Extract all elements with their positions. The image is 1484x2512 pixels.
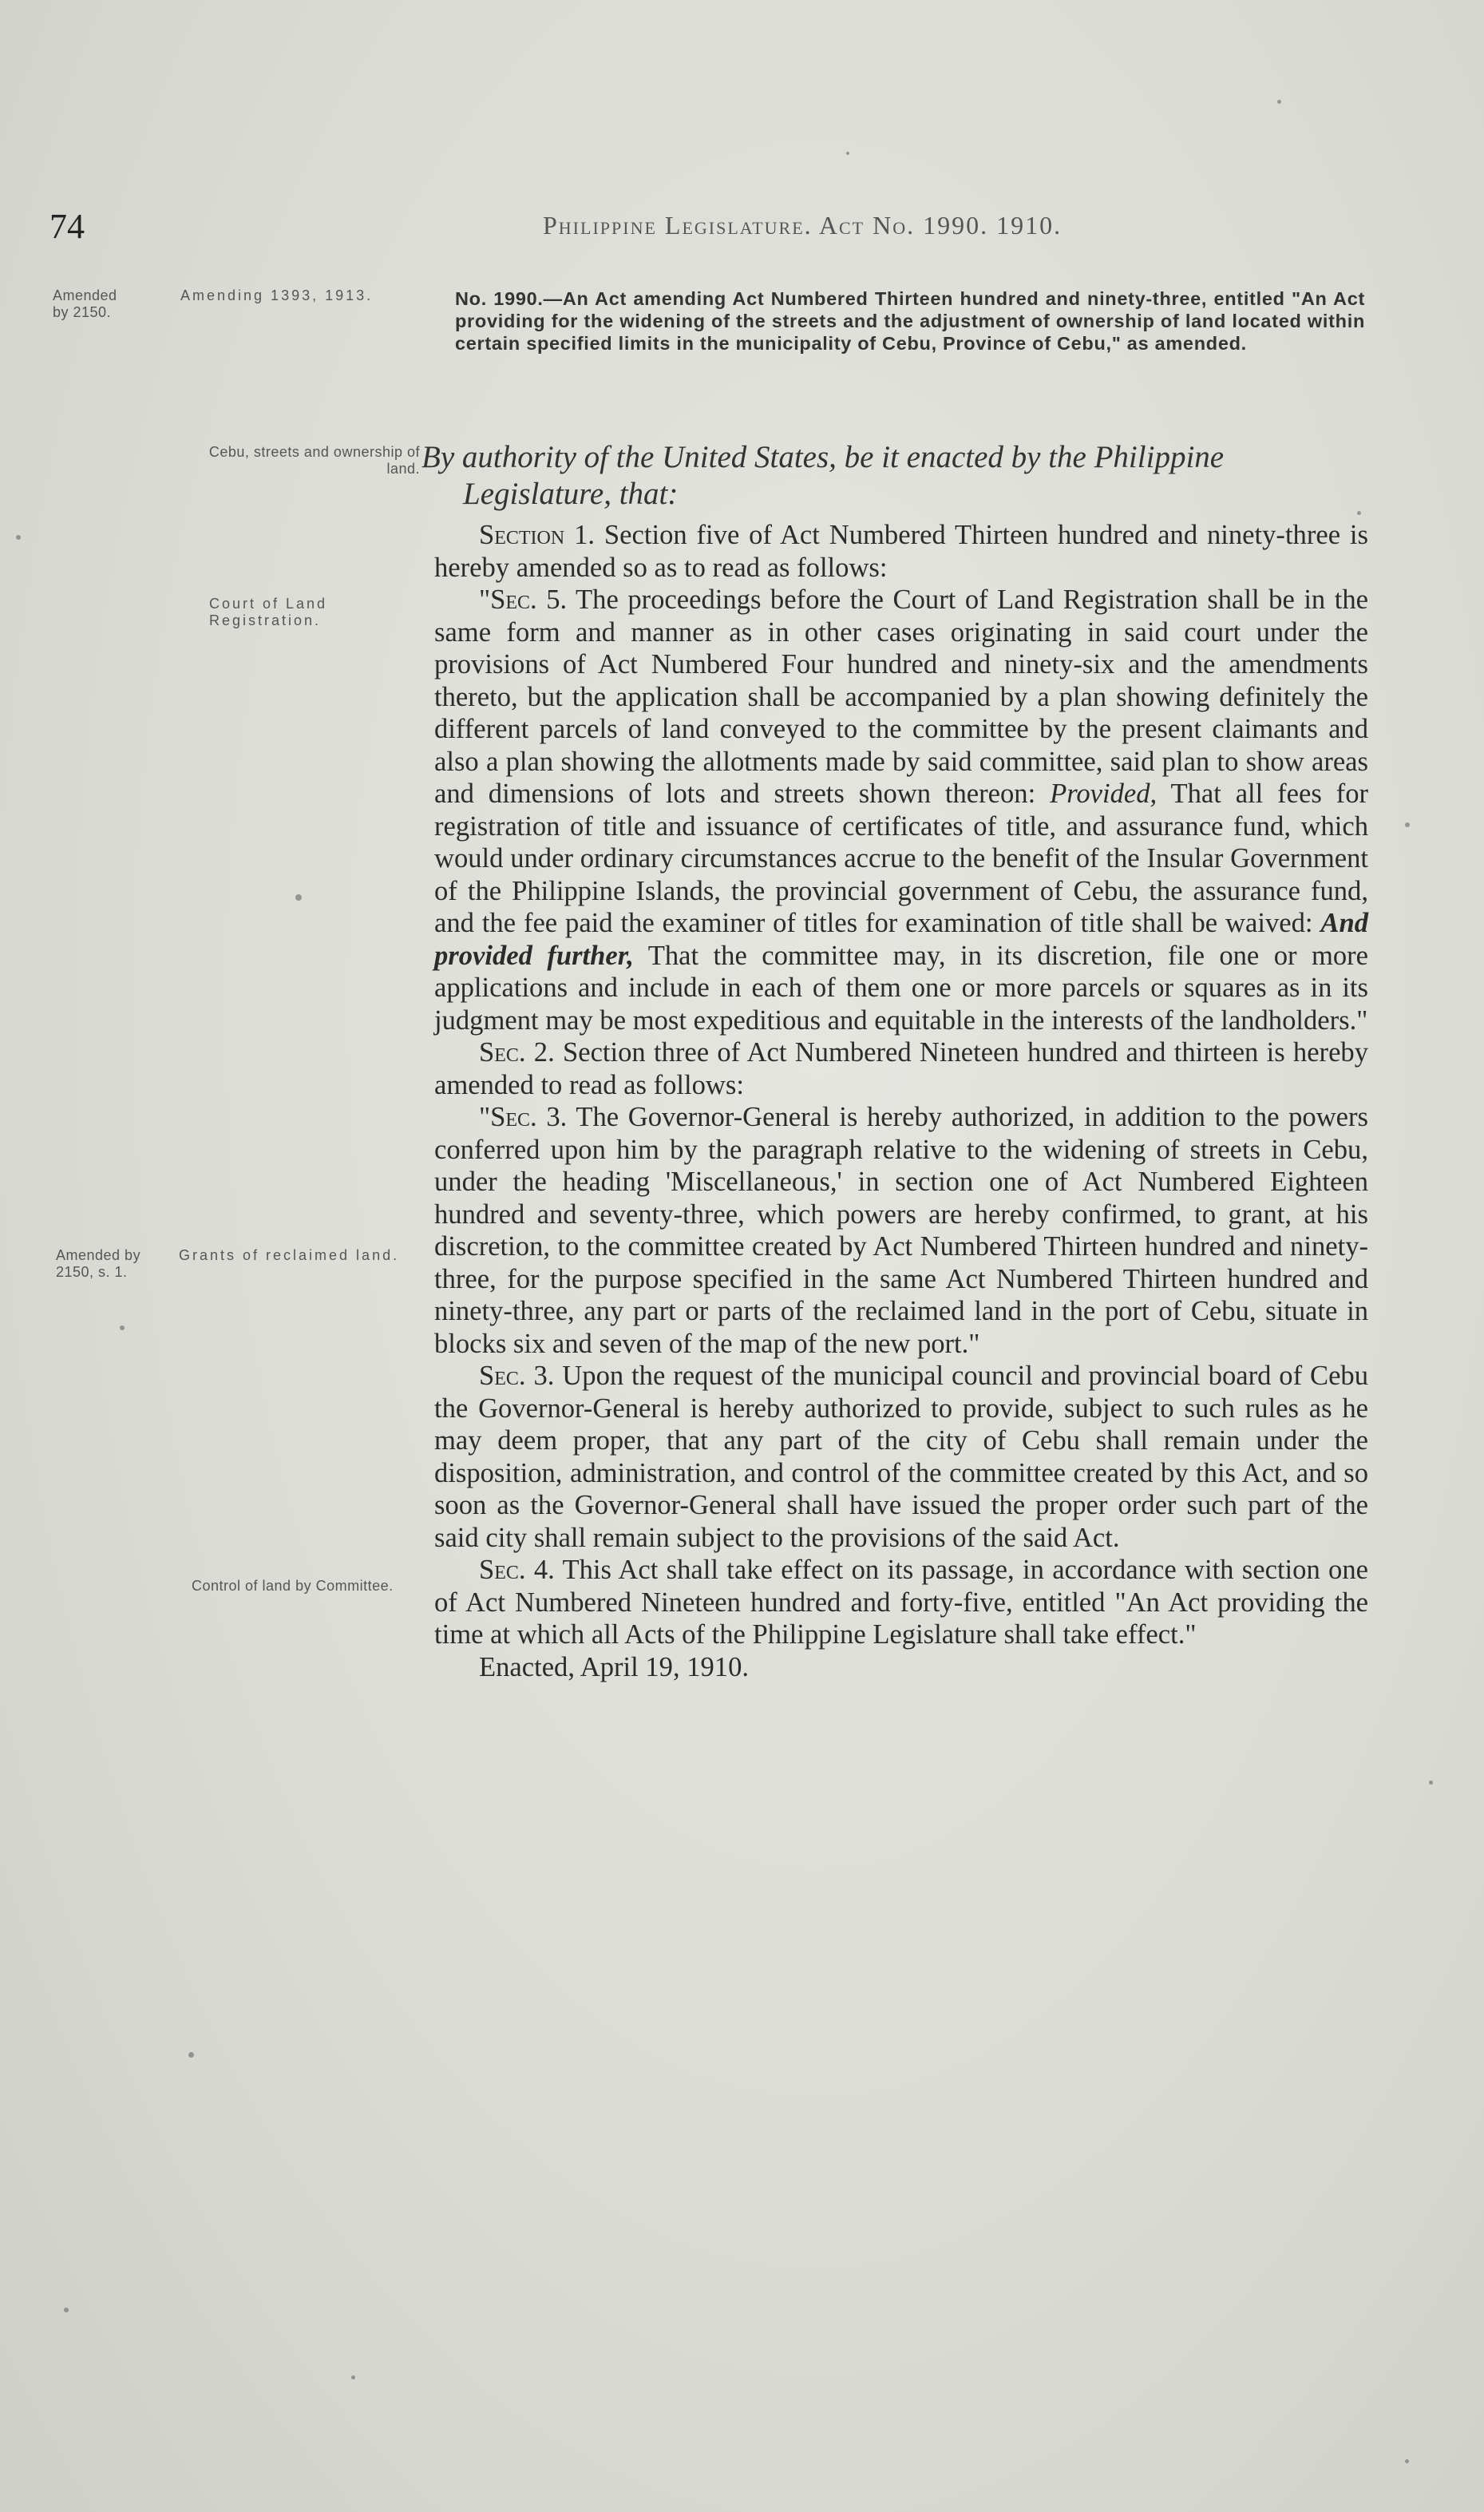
scan-speck — [1405, 822, 1410, 827]
margin-note-amending — [180, 287, 420, 304]
running-head: Philippine Legislature. Act No. 1990. 1910. — [543, 211, 1063, 240]
scan-speck — [64, 2308, 69, 2312]
scan-speck — [120, 1325, 125, 1330]
margin-note-grants — [179, 1247, 418, 1264]
section-label: "Sec. — [479, 1102, 537, 1132]
section-label: Sec. — [479, 1555, 526, 1585]
section-text: 3. The Governor-General is hereby authorized, in addition to the powers conferred upon him by the paragraph relative to the widening of streets in Cebu, under the heading 'Miscellaneous,' in section one of Act Numbered Eighteen hundred and seventy-three, which powers are hereby confirmed, to grant, at his discretion, to the committee created by Act Numbered Thirteen hundred and ninety-three, for the purpose specified in the same Act Numbered Thirteen hundred and ninety-three, any part or parts of the reclaimed land in the port of Cebu, situate in blocks six and seven of the map of the new port." — [434, 1102, 1368, 1359]
scan-speck — [295, 894, 302, 901]
section-1 — [434, 519, 1368, 584]
section-text: 3. Upon the request of the municipal council and provincial board of Cebu the Governor-General is hereby authorized to provide, subject to such rules as he may deem proper, that any part of the city of Cebu shall remain under the disposition, administration, and control of the committee created by this Act, and so soon as the Governor-General shall have issued the proper order such part of the said city shall remain subject to the provisions of the said Act. — [434, 1361, 1368, 1553]
act-number: No. 1990. — [455, 288, 544, 309]
section-5-quoted — [434, 584, 1368, 1036]
page-number: 74 — [49, 207, 85, 246]
section-4 — [434, 1554, 1368, 1651]
enacting-clause — [421, 439, 1371, 513]
scan-speck — [16, 535, 21, 540]
act-body — [434, 519, 1368, 1683]
section-label: Sec. — [479, 1037, 526, 1068]
section-text: 5. The proceedings before the Court of Land Registration shall be in the same form and manner as in other cases originating in said court under the provisions of Act Numbered Four hundred and ninety-six and the amendments thereto, but the application shall be accompanied by a plan showing definitely the different parcels of land conveyed to the committee by the present claimants and also a plan showing the allotments made by said committee, said plan to show areas and dimensions of lots and streets shown thereon: — [434, 584, 1368, 809]
section-text: That the committee may, in its discretion, file one or more applications and include in each of them one or more parcels or squares as in its judgment may be most expeditious and equitable in the interests of the landholders." — [434, 940, 1368, 1036]
section-3-quoted — [434, 1101, 1368, 1360]
margin-note-text: Amended by 2150. — [53, 287, 117, 320]
section-text: 2. Section three of Act Numbered Nineteen hundred and thirteen is hereby amended to read as follows: — [434, 1037, 1368, 1100]
scan-speck — [1277, 100, 1281, 104]
section-text: 1. Section five of Act Numbered Thirteen hundred and ninety-three is hereby amended so as to read as follows: — [434, 520, 1368, 583]
section-label: "Sec. — [479, 584, 537, 615]
section-label: Sec. — [479, 1361, 526, 1391]
enacting-line-2: Legislature, that: — [463, 477, 679, 511]
margin-note-amended-2 — [56, 1247, 152, 1281]
section-text: 4. This Act shall take effect on its passage, in accordance with section one of Act Numbered Nineteen hundred and forty-five, entitled "An Act providing the time at which all Acts of the Philippine Legislature shall take effect." — [434, 1555, 1368, 1650]
margin-note-court — [209, 596, 425, 629]
scan-speck — [188, 2052, 194, 2058]
act-title — [455, 287, 1365, 355]
act-title-text: —An Act amending Act Numbered Thirteen hundred and ninety-three, entitled "An Act providing for the widening of the streets and the adjustment of ownership of land located within certain specified limits in the municipality of Cebu, Province of Cebu," as amended. — [455, 288, 1366, 354]
margin-note-text: Grants of reclaimed land. — [179, 1247, 400, 1263]
enacting-line-1: By authority of the United States, be it enacted by the Philippine — [421, 440, 1225, 474]
proviso-label: Provided, — [1050, 779, 1158, 809]
scan-speck — [351, 2375, 355, 2379]
margin-note-cebu-streets — [204, 444, 420, 477]
margin-note-text: Control of land by Committee. — [192, 1578, 394, 1594]
section-label: Section — [479, 520, 565, 550]
section-3 — [434, 1360, 1368, 1554]
scan-speck — [846, 152, 849, 155]
margin-note-text: Amending 1393, 1913. — [180, 287, 374, 303]
section-text: That all fees for registration of title and issuance of certificates of title, and assurance fund, which would under ordinary circumstances accrue to the benefit of the Insular Government of the Philippine Islands, the provincial government of Cebu, the assurance fund, and the fee paid the examiner of titles for examination of title shall be waived: — [434, 779, 1368, 938]
enacted-date — [434, 1651, 1368, 1684]
scan-speck — [1405, 2459, 1409, 2463]
margin-note-control — [192, 1578, 423, 1595]
margin-note-amended — [53, 287, 117, 321]
margin-note-text: Court of Land Registration. — [209, 596, 328, 628]
margin-note-text: Cebu, streets and ownership of land. — [208, 444, 420, 477]
margin-note-text: Amended by 2150, s. 1. — [56, 1247, 141, 1280]
section-2 — [434, 1036, 1368, 1101]
proviso-label: And provided further, — [434, 908, 1368, 971]
scan-speck — [1429, 1781, 1433, 1785]
enacted-text: Enacted, April 19, 1910. — [479, 1651, 750, 1682]
